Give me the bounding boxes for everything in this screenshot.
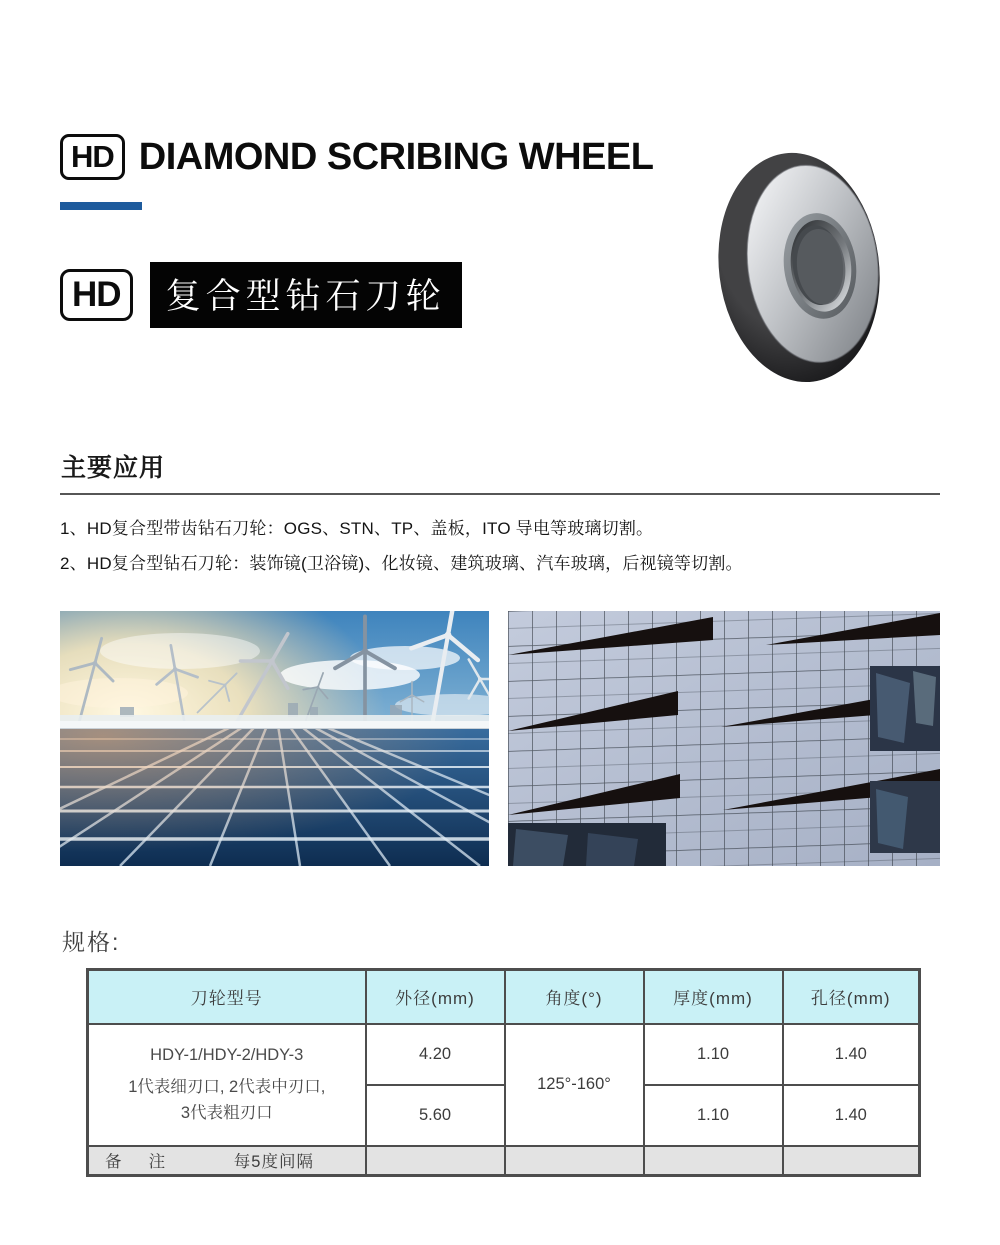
remark-value: 每5度间隔	[233, 1153, 314, 1172]
col-header-outer-diameter: 外径(mm)	[366, 970, 505, 1024]
cell-remark-empty-3	[644, 1146, 783, 1176]
subtitle-row	[60, 262, 462, 328]
page-title: DIAMOND SCRIBING WHEEL	[138, 135, 654, 178]
accent-bar	[60, 202, 142, 210]
cell-remark	[88, 1146, 366, 1176]
cell-thickness-2: 1.10	[644, 1085, 783, 1146]
cell-outer-diameter-2: 5.60	[366, 1085, 505, 1146]
model-name: HDY-1/HDY-2/HDY-3	[150, 1045, 304, 1064]
solar-panel-field	[60, 706, 489, 866]
spec-row-1	[88, 1024, 920, 1085]
hd-logo: HD	[60, 134, 125, 180]
cell-hole-diameter-1: 1.40	[783, 1024, 920, 1085]
product-title-cn: 复合型钻石刀轮	[150, 262, 462, 328]
application-item-1: 1、HD复合型带齿钻石刀轮：OGS、STN、TP、盖板，ITO 导电等玻璃切割。	[60, 519, 654, 538]
cell-thickness-1: 1.10	[644, 1024, 783, 1085]
model-note-1: 1代表细刃口, 2代表中刃口,	[128, 1078, 326, 1097]
cell-remark-empty-2	[505, 1146, 644, 1176]
cell-model	[88, 1024, 366, 1146]
spec-header-row	[88, 970, 920, 1024]
specs-heading: 规格:	[62, 929, 121, 955]
col-header-model: 刀轮型号	[88, 970, 366, 1024]
cell-remark-empty-4	[783, 1146, 920, 1176]
model-note-2: 3代表粗刃口	[180, 1103, 273, 1122]
col-header-hole-diameter: 孔径(mm)	[783, 970, 920, 1024]
photo-glass-facade	[508, 611, 940, 866]
col-header-thickness: 厚度(mm)	[644, 970, 783, 1024]
col-header-angle: 角度(°)	[505, 970, 644, 1024]
spec-table	[86, 968, 921, 1177]
application-item-2: 2、HD复合型钻石刀轮：装饰镜(卫浴镜)、化妆镜、建筑玻璃、汽车玻璃，后视镜等切割。	[60, 554, 743, 573]
cell-hole-diameter-2: 1.40	[783, 1085, 920, 1146]
title-row	[60, 134, 653, 180]
remark-label: 备 注	[105, 1153, 172, 1172]
cell-angle: 125°-160°	[505, 1024, 644, 1146]
remark-row	[88, 1146, 920, 1176]
cell-remark-empty-1	[366, 1146, 505, 1176]
cell-outer-diameter-1: 4.20	[366, 1024, 505, 1085]
hd-logo-2: HD	[60, 269, 133, 321]
photo-solar-wind	[60, 611, 489, 866]
product-image-scribing-wheel	[715, 145, 895, 390]
applications-heading: 主要应用	[61, 454, 166, 482]
section-divider	[60, 493, 940, 495]
